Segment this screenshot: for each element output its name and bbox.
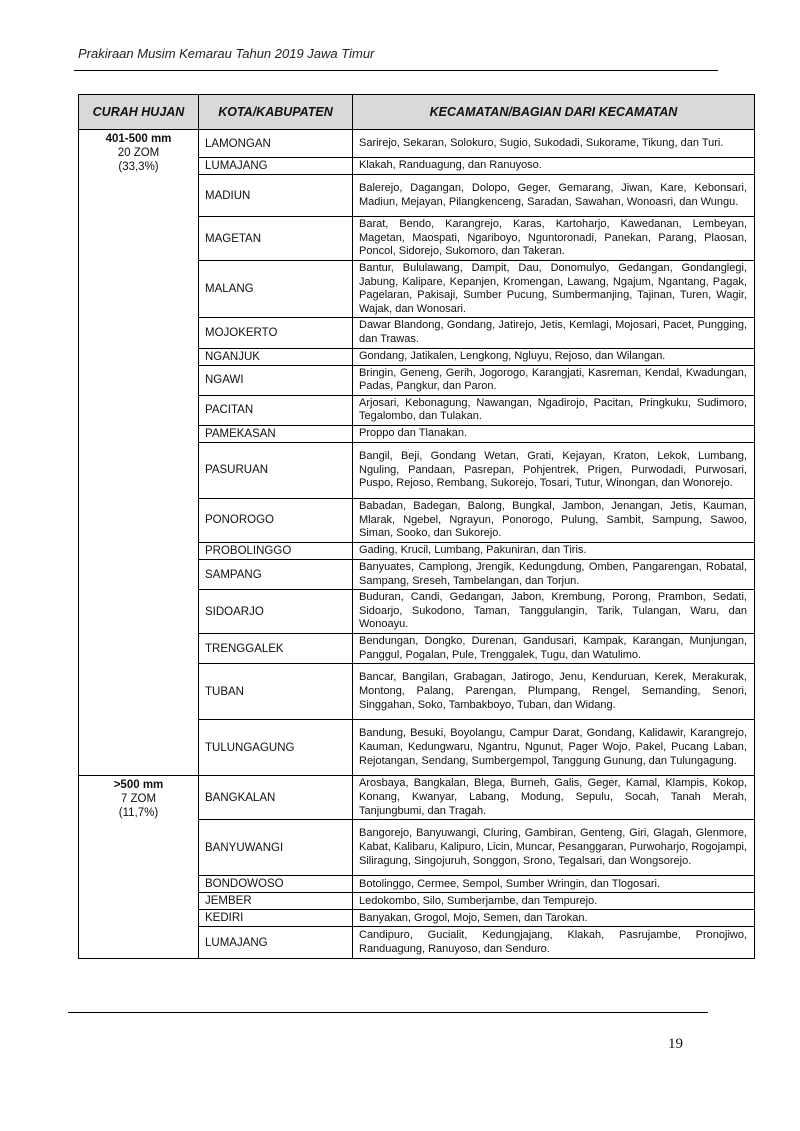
kecamatan-cell: Arosbaya, Bangkalan, Blega, Burneh, Galis, Geger, Kamal, Klampis, Kokop, Konang, Kwanyar, Labang, Modung, Sepulu, Socah, Tanah Merah, Tanjungbumi, dan Tragah.	[353, 776, 755, 820]
kecamatan-cell: Arjosari, Kebonagung, Nawangan, Ngadirojo, Pacitan, Pringkuku, Sudimoro, Tegalombo, dan Tulakan.	[353, 395, 755, 425]
kecamatan-cell: Banyuates, Camplong, Jrengik, Kedungdung, Omben, Pangarengan, Robatal, Sampang, Sreseh, Tambelangan, dan Torjun.	[353, 559, 755, 589]
kecamatan-cell: Sarirejo, Sekaran, Solokuro, Sugio, Sukodadi, Sukorame, Tikung, dan Turi.	[353, 130, 755, 158]
kota-kabupaten-cell: TRENGGALEK	[199, 634, 353, 664]
kecamatan-cell: Gondang, Jatikalen, Lengkong, Ngluyu, Rejoso, dan Wilangan.	[353, 348, 755, 365]
kota-kabupaten-cell: PASURUAN	[199, 442, 353, 498]
table-row	[79, 130, 755, 158]
kota-kabupaten-cell: SIDOARJO	[199, 590, 353, 634]
kecamatan-cell: Barat, Bendo, Karangrejo, Karas, Kartoharjo, Kawedanan, Lembeyan, Magetan, Maospati, Ngariboyo, Nguntoronadi, Panekan, Parang, Plaosan, Poncol, Sidorejo, Sukomoro, dan Takeran.	[353, 217, 755, 261]
kota-kabupaten-cell: PROBOLINGGO	[199, 542, 353, 559]
kota-kabupaten-cell: LAMONGAN	[199, 130, 353, 158]
zom-count: 20 ZOM	[117, 147, 160, 159]
rainfall-category-cell	[79, 776, 199, 959]
kecamatan-cell: Bendungan, Dongko, Durenan, Gandusari, Kampak, Karangan, Munjungan, Panggul, Pogalan, Pule, Trenggalek, Tugu, dan Watulimo.	[353, 634, 755, 664]
running-header: Prakiraan Musim Kemarau Tahun 2019 Jawa Timur	[78, 46, 375, 61]
kecamatan-cell: Banyakan, Grogol, Mojo, Semen, dan Tarokan.	[353, 910, 755, 927]
table-row	[79, 776, 755, 820]
kecamatan-cell: Klakah, Randuagung, dan Ranuyoso.	[353, 158, 755, 175]
kecamatan-cell: Candipuro, Gucialit, Kedungjajang, Klakah, Pasrujambe, Pronojiwo, Randuagung, Ranuyoso, dan Senduro.	[353, 927, 755, 959]
column-header-curah-hujan: CURAH HUJAN	[79, 95, 199, 130]
kota-kabupaten-cell: PONOROGO	[199, 498, 353, 542]
kecamatan-cell: Botolinggo, Cermee, Sempol, Sumber Wringin, dan Tlogosari.	[353, 876, 755, 893]
kecamatan-cell: Dawar Blandong, Gondang, Jatirejo, Jetis, Kemlagi, Mojosari, Pacet, Pungging, dan Trawas.	[353, 318, 755, 348]
rainfall-table	[78, 94, 755, 959]
column-header-kota-kabupaten: KOTA/KABUPATEN	[199, 95, 353, 130]
kecamatan-cell: Bantur, Bululawang, Dampit, Dau, Donomulyo, Gedangan, Gondanglegi, Jabung, Kalipare, Kepanjen, Kromengan, Lawang, Ngajum, Ngantang, Pagak, Pagelaran, Pakisaji, Sumber Pucung, Sumbermanjing, Tajinan, Turen, Wagir, Wajak, dan Wonosari.	[353, 261, 755, 318]
kecamatan-cell: Babadan, Badegan, Balong, Bungkal, Jambon, Jenangan, Jetis, Kauman, Mlarak, Ngebel, Ngrayun, Ponorogo, Pulung, Sambit, Sampung, Sawoo, Siman, Sooko, dan Sukorejo.	[353, 498, 755, 542]
kecamatan-cell: Gading, Krucil, Lumbang, Pakuniran, dan Tiris.	[353, 542, 755, 559]
rainfall-category-cell	[79, 130, 199, 776]
kota-kabupaten-cell: JEMBER	[199, 893, 353, 910]
kecamatan-cell: Bangorejo, Banyuwangi, Cluring, Gambiran, Genteng, Giri, Glagah, Glenmore, Kabat, Kalibaru, Kalipuro, Licin, Muncar, Pesanggaran, Purwoharjo, Rogojampi, Siliragung, Singojuruh, Songgon, Srono, Tegalsari, dan Wongsorejo.	[353, 820, 755, 876]
kota-kabupaten-cell: MADIUN	[199, 175, 353, 217]
kota-kabupaten-cell: KEDIRI	[199, 910, 353, 927]
zom-count: 7 ZOM	[120, 793, 157, 806]
rainfall-range: 401-500 mm	[105, 133, 172, 145]
kecamatan-cell: Bringin, Geneng, Gerih, Jogorogo, Karangjati, Kasreman, Kendal, Kwadungan, Padas, Pangkur, dan Paron.	[353, 365, 755, 395]
kota-kabupaten-cell: MOJOKERTO	[199, 318, 353, 348]
table-body	[79, 130, 755, 959]
rainfall-range: >500 mm	[113, 779, 164, 792]
footer-rule	[68, 1012, 708, 1013]
kota-kabupaten-cell: PAMEKASAN	[199, 425, 353, 442]
kota-kabupaten-cell: BONDOWOSO	[199, 876, 353, 893]
kota-kabupaten-cell: BANGKALAN	[199, 776, 353, 820]
kecamatan-cell: Bangil, Beji, Gondang Wetan, Grati, Kejayan, Kraton, Lekok, Lumbang, Nguling, Pandaan, Pasrepan, Pohjentrek, Prigen, Purwodadi, Purwosari, Puspo, Rejoso, Rembang, Sukorejo, Tosari, Tutur, Winongan, dan Wonorejo.	[353, 442, 755, 498]
kecamatan-cell: Ledokombo, Silo, Sumberjambe, dan Tempurejo.	[353, 893, 755, 910]
kota-kabupaten-cell: TUBAN	[199, 664, 353, 720]
kota-kabupaten-cell: NGANJUK	[199, 348, 353, 365]
kota-kabupaten-cell: SAMPANG	[199, 559, 353, 589]
kota-kabupaten-cell: BANYUWANGI	[199, 820, 353, 876]
kota-kabupaten-cell: NGAWI	[199, 365, 353, 395]
kecamatan-cell: Bandung, Besuki, Boyolangu, Campur Darat, Gondang, Kalidawir, Karangrejo, Kauman, Kedungwaru, Ngantru, Ngunut, Pager Wojo, Pakel, Pucang Laban, Rejotangan, Sendang, Sumbergempol, Tanggung Gunung, dan Tulungagung.	[353, 720, 755, 776]
zom-percentage: (11,7%)	[118, 807, 159, 820]
kecamatan-cell: Buduran, Candi, Gedangan, Jabon, Krembung, Porong, Prambon, Sedati, Sidoarjo, Sukodono, Taman, Tanggulangin, Tarik, Tulangan, Waru, dan Wonoayu.	[353, 590, 755, 634]
column-header-kecamatan: KECAMATAN/BAGIAN DARI KECAMATAN	[353, 95, 755, 130]
zom-percentage: (33,3%)	[118, 161, 159, 173]
header-rule	[74, 70, 718, 71]
kecamatan-cell: Proppo dan Tlanakan.	[353, 425, 755, 442]
kecamatan-cell: Balerejo, Dagangan, Dolopo, Geger, Gemarang, Jiwan, Kare, Kebonsari, Madiun, Mejayan, Pilangkenceng, Saradan, Sawahan, Wonoasri, dan Wungu.	[353, 175, 755, 217]
table-header-row	[79, 95, 755, 130]
kota-kabupaten-cell: TULUNGAGUNG	[199, 720, 353, 776]
kota-kabupaten-cell: MAGETAN	[199, 217, 353, 261]
kota-kabupaten-cell: MALANG	[199, 261, 353, 318]
kota-kabupaten-cell: PACITAN	[199, 395, 353, 425]
kota-kabupaten-cell: LUMAJANG	[199, 927, 353, 959]
page-number: 19	[668, 1036, 683, 1052]
kecamatan-cell: Bancar, Bangilan, Grabagan, Jatirogo, Jenu, Kenduruan, Kerek, Merakurak, Montong, Palang, Parengan, Plumpang, Rengel, Semanding, Senori, Singgahan, Soko, Tambakboyo, Tuban, dan Widang.	[353, 664, 755, 720]
kota-kabupaten-cell: LUMAJANG	[199, 158, 353, 175]
